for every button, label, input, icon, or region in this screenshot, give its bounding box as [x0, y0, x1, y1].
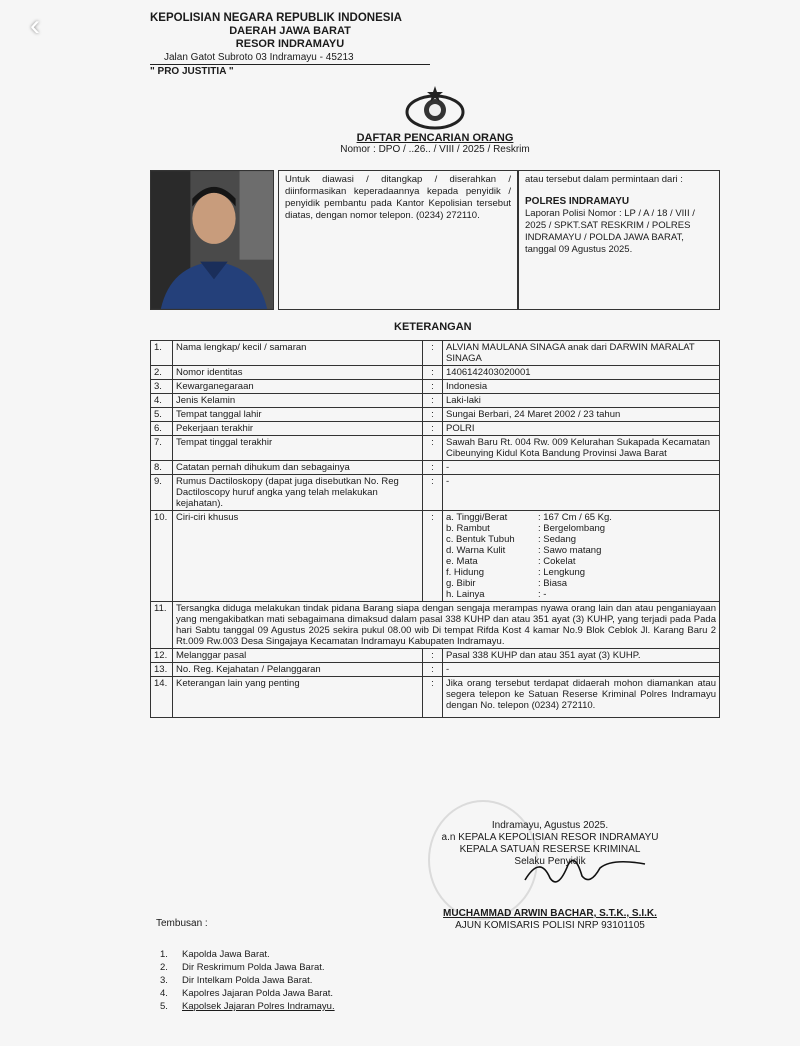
- pro-justitia: " PRO JUSTITIA ": [150, 66, 234, 77]
- feature-value: : Lengkung: [538, 567, 586, 578]
- list-item: [160, 974, 335, 987]
- feature-key: g. Bibir: [446, 578, 476, 589]
- feature-value: : Biasa: [538, 578, 568, 589]
- feature-value: : Sedang: [538, 534, 577, 545]
- row-value: Sawah Baru Rt. 004 Rw. 009 Kelurahan Sukapada Kecamatan Cibeunying Kidul Kota Bandung Provinsi Jawa Barat: [443, 436, 720, 461]
- row-number: 3.: [151, 380, 173, 394]
- row-value: 1406142403020001: [443, 366, 720, 380]
- row-sep: :: [423, 422, 443, 436]
- table-row: [151, 663, 720, 677]
- row-label: Kewarganegaraan: [173, 380, 423, 394]
- tembusan-list: [160, 948, 335, 1013]
- row-label: No. Reg. Kejahatan / Pelanggaran: [173, 663, 423, 677]
- table-row: [151, 341, 720, 366]
- request-detail: Laporan Polisi Nomor : LP / A / 18 / VIII / 2025 / SPKT.SAT RESKRIM / POLRES INDRAMAYU / POLDA JAWA BARAT, tanggal 09 Agustus 2025.: [525, 208, 695, 255]
- feature-key: e. Mata: [446, 556, 478, 567]
- keterangan-heading: KETERANGAN: [394, 321, 472, 333]
- table-row: [151, 649, 720, 663]
- row-value: -: [443, 461, 720, 475]
- feature-value: : -: [538, 589, 547, 600]
- table-row: [151, 366, 720, 380]
- list-item: [160, 987, 335, 1000]
- title-nomor: Nomor : DPO / ..26.. / VIII / 2025 / Reskrim: [340, 144, 530, 155]
- police-emblem-icon: [404, 84, 466, 132]
- details-table: [150, 340, 720, 718]
- list-number: 3.: [160, 975, 168, 986]
- list-number: 2.: [160, 962, 168, 973]
- row-label: Tempat tinggal terakhir: [173, 436, 423, 461]
- row-label: Tempat tanggal lahir: [173, 408, 423, 422]
- letterhead-line3: RESOR INDRAMAYU: [235, 38, 345, 50]
- feature-item: [446, 545, 716, 556]
- request-org: POLRES INDRAMAYU: [525, 196, 630, 207]
- row-sep: :: [423, 475, 443, 511]
- row-value: Indonesia: [443, 380, 720, 394]
- row-value: -: [443, 475, 720, 511]
- table-row: [151, 677, 720, 718]
- signature-line2: KEPALA SATUAN RESERSE KRIMINAL: [459, 844, 641, 855]
- feature-value: : Cokelat: [538, 556, 576, 567]
- tembusan-label: Tembusan :: [156, 918, 208, 929]
- table-row: [151, 461, 720, 475]
- letterhead: [150, 12, 430, 78]
- row-sep: :: [423, 394, 443, 408]
- row-value: Sungai Berbari, 24 Maret 2002 / 23 tahun: [443, 408, 720, 422]
- row-label: Pekerjaan terakhir: [173, 422, 423, 436]
- back-arrow-icon[interactable]: ‹: [30, 9, 40, 42]
- row-number: 9.: [151, 475, 173, 511]
- feature-key: a. Tinggi/Berat: [446, 512, 508, 523]
- table-row: [151, 394, 720, 408]
- signature-place-date: Indramayu, Agustus 2025.: [491, 820, 609, 831]
- row-number: 8.: [151, 461, 173, 475]
- feature-value: : Sawo matang: [538, 545, 602, 556]
- table-row-offense: [151, 602, 720, 649]
- request-intro: atau tersebut dalam permintaan dari :: [525, 174, 683, 185]
- row-number: 7.: [151, 436, 173, 461]
- table-row: [151, 475, 720, 511]
- table-row: [151, 422, 720, 436]
- row-number: 13.: [151, 663, 173, 677]
- row-value: Pasal 338 KUHP dan atau 351 ayat (3) KUHP.: [443, 649, 720, 663]
- table-row: [151, 436, 720, 461]
- feature-value: : 167 Cm / 65 Kg.: [538, 512, 612, 523]
- row-number: 11.: [151, 602, 173, 649]
- list-text: Dir Reskrimum Polda Jawa Barat.: [182, 962, 325, 973]
- feature-value: : Bergelombang: [538, 523, 606, 534]
- feature-key: h. Lainya: [446, 589, 485, 600]
- list-item: [160, 961, 335, 974]
- row-label: Catatan pernah dihukum dan sebagainya: [173, 461, 423, 475]
- row-sep: :: [423, 366, 443, 380]
- row-sep: :: [423, 663, 443, 677]
- signature-line1: a.n KEPALA KEPOLISIAN RESOR INDRAMAYU: [441, 832, 659, 843]
- letterhead-address: Jalan Gatot Subroto 03 Indramayu - 45213: [150, 51, 430, 65]
- feature-key: c. Bentuk Tubuh: [446, 534, 515, 545]
- row-number: 6.: [151, 422, 173, 436]
- row-label: Nomor identitas: [173, 366, 423, 380]
- feature-item: [446, 567, 716, 578]
- row-number: 5.: [151, 408, 173, 422]
- feature-key: b. Rambut: [446, 523, 490, 534]
- handwritten-signature: [520, 850, 650, 890]
- row-sep: :: [423, 341, 443, 366]
- feature-item: [446, 512, 716, 523]
- row-number: 12.: [151, 649, 173, 663]
- row-sep: :: [423, 649, 443, 663]
- row-label: Keterangan lain yang penting: [173, 677, 423, 718]
- row-label: Melanggar pasal: [173, 649, 423, 663]
- table-row-features: [151, 511, 720, 602]
- feature-key: d. Warna Kulit: [446, 545, 506, 556]
- signatory-rank: AJUN KOMISARIS POLISI NRP 93101105: [455, 920, 645, 931]
- notice-box: Untuk diawasi / ditangkap / diserahkan / diinformasikan keperadaannya kepada penyidik / penyidik pembantu pada Kantor Kepolisian tersebut diatas, dengan nomor telepon. (0234) 272110.: [278, 170, 518, 310]
- feature-item: [446, 589, 716, 600]
- row-number: 4.: [151, 394, 173, 408]
- row-number: 14.: [151, 677, 173, 718]
- list-text: Kapolda Jawa Barat.: [182, 949, 270, 960]
- row-number: 10.: [151, 511, 173, 602]
- document-title: [300, 132, 570, 155]
- row-sep: :: [423, 677, 443, 718]
- list-number: 1.: [160, 949, 168, 960]
- row-number: 2.: [151, 366, 173, 380]
- list-text: Kapolres Jajaran Polda Jawa Barat.: [182, 988, 334, 999]
- feature-item: [446, 556, 716, 567]
- row-label: Ciri-ciri khusus: [173, 511, 423, 602]
- row-number: 1.: [151, 341, 173, 366]
- feature-key: f. Hidung: [446, 567, 485, 578]
- row-sep: :: [423, 511, 443, 602]
- list-number: 5.: [160, 1001, 168, 1012]
- row-sep: :: [423, 408, 443, 422]
- feature-item: [446, 523, 716, 534]
- list-item: [160, 948, 335, 961]
- letterhead-line2: DAERAH JAWA BARAT: [229, 25, 351, 37]
- row-value: -: [443, 663, 720, 677]
- request-box: [518, 170, 720, 310]
- signatory-name: MUCHAMMAD ARWIN BACHAR, S.T.K., S.I.K.: [443, 908, 657, 919]
- row-value: ALVIAN MAULANA SINAGA anak dari DARWIN MARALAT SINAGA: [443, 341, 720, 366]
- signature-line3: Selaku Penyidik: [514, 856, 586, 867]
- features-list: [443, 511, 720, 602]
- row-label: Rumus Dactiloskopy (dapat juga disebutkan No. Reg Dactiloscopy huruf angka yang telah melakukan kejahatan).: [173, 475, 423, 511]
- row-sep: :: [423, 380, 443, 394]
- feature-item: [446, 578, 716, 589]
- feature-item: [446, 534, 716, 545]
- row-value: Jika orang tersebut terdapat didaerah mohon diamankan atau segera telepon ke Satuan Reserse Kriminal Polres Indramayu dengan No. telepon (0234) 272110.: [443, 677, 720, 718]
- table-row: [151, 408, 720, 422]
- row-value: Laki-laki: [443, 394, 720, 408]
- row-value: POLRI: [443, 422, 720, 436]
- list-item: [160, 1000, 335, 1013]
- offense-description: Tersangka diduga melakukan tindak pidana Barang siapa dengan sengaja merampas nyawa orang lain dan atau penganiayaan yang mengakibatkan mati sebagaimana dimaksud dalam pasal 338 KUHP dan atau 351 ayat (3) KUHP, yang terjadi pada Pada hari Sabtu tanggal 09 Agustus 2025 sekira pukul 08.00 wib Di tempat Rifda Kost 4 kamar No.9 Blok Ceblok Jl. Karang Baru 2 Rt.009 Rw.003 Desa Singajaya Kecamatan Indramayu Kabupaten Indramayu.: [173, 602, 720, 649]
- table-row: [151, 380, 720, 394]
- list-text: Kapolsek Jajaran Polres Indramayu.: [182, 1001, 335, 1012]
- row-label: Jenis Kelamin: [173, 394, 423, 408]
- suspect-photo: [150, 170, 274, 310]
- list-number: 4.: [160, 988, 168, 999]
- row-sep: :: [423, 461, 443, 475]
- title-main: DAFTAR PENCARIAN ORANG: [356, 132, 514, 144]
- letterhead-line1: KEPOLISIAN NEGARA REPUBLIK INDONESIA: [150, 12, 402, 24]
- row-sep: :: [423, 436, 443, 461]
- list-text: Dir Intelkam Polda Jawa Barat.: [182, 975, 313, 986]
- row-label: Nama lengkap/ kecil / samaran: [173, 341, 423, 366]
